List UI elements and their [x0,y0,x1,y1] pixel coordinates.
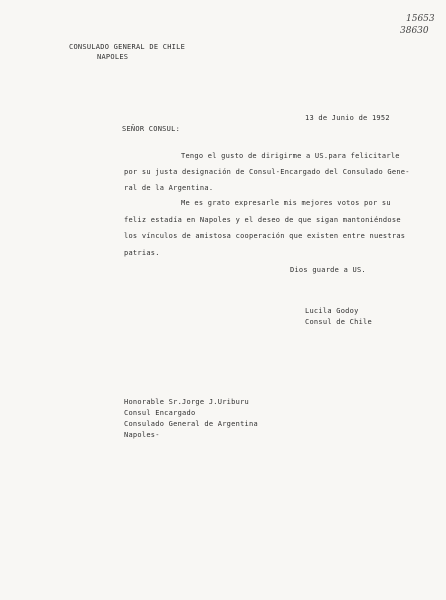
letter-date: 13 de Junio de 1952 [305,114,390,122]
body-line: Me es grato expresarle mis mejores votos por su [181,199,391,207]
recipient-line: Consulado General de Argentina [124,420,258,428]
letterhead-line-2: NAPOLES [97,53,129,61]
body-line: patrias. [124,249,160,257]
recipient-line: Honorable Sr.Jorge J.Uriburu [124,398,250,406]
archive-number-2: 38630 [400,26,429,36]
salutation: SEÑOR CONSUL: [122,125,181,133]
body-line: feliz estadía en Napoles y el deseo de que sigan mantoniéndose [124,216,401,224]
recipient-line: Napoles- [124,431,160,439]
body-line: los vínculos de amistosa cooperación que existen entre nuestras [124,232,406,240]
recipient-line: Consul Encargado [124,409,196,417]
body-line: Tengo el gusto de dirigirme a US.para felicitarle [181,152,400,160]
archive-number: 15653 [406,14,435,24]
body-line: ral de la Argentina. [124,184,214,192]
closing: Dios guarde a US. [290,266,366,274]
letterhead-line-1: CONSULADO GENERAL DE CHILE [69,43,186,51]
signature-name: Lucila Godoy [305,307,359,315]
signature-title: Consul de Chile [305,318,372,326]
body-line: por su justa designación de Consul-Encargado del Consulado Gene- [124,168,410,176]
